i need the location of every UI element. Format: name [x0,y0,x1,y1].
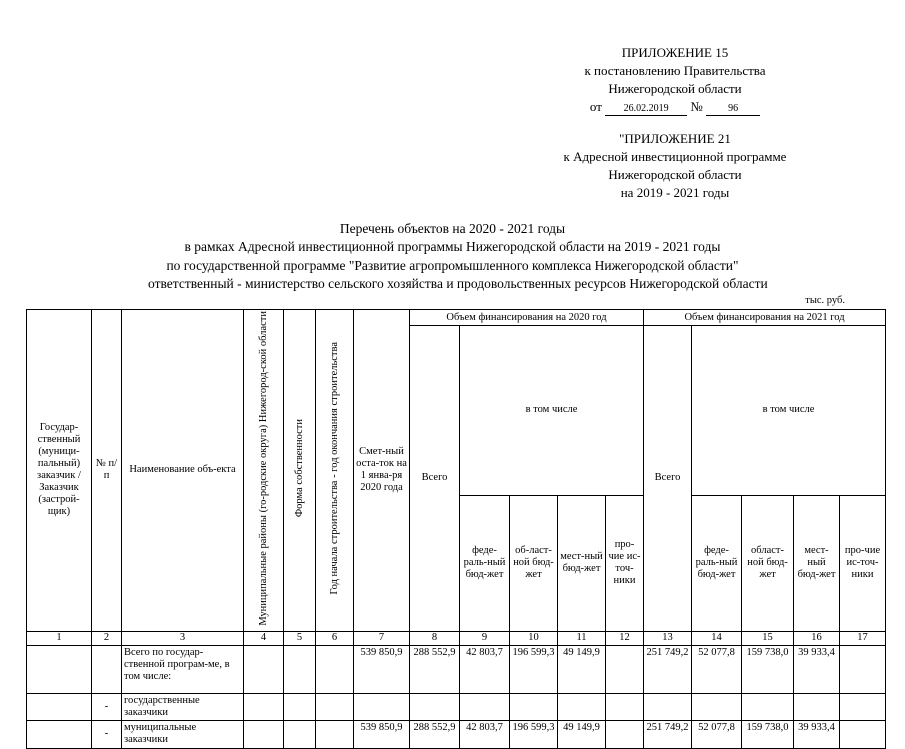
header-customer: Государ-ственный (муници-пальный) заказчик / Заказчик (застрой-щик) [27,310,92,632]
row-other-2021 [840,693,886,720]
table-row [27,693,886,720]
row-reg-2021 [742,693,794,720]
appendix-15-line2: Нижегородской области [608,81,742,96]
col-num: 5 [284,631,316,645]
heading-line3: по государственной программе "Развитие агропромышленного комплекса Нижегородской области" [166,258,739,273]
header-balance: Смет-ный оста-ток на 1 янва-ря 2020 года [354,310,410,632]
header-form [284,310,316,632]
table-row [27,720,886,748]
row-local-2021 [794,693,840,720]
header-district-text: Муниципальные районы (го-родские округа) Нижегород-ской области [257,311,269,626]
appendix-21-line1: к Адресной инвестиционной программе [563,149,787,164]
header-reg-2020: об-ласт-ной бюд-жет [510,495,558,631]
row-local-2021: 39 933,4 [794,645,840,693]
header-other-2020: про-чие ис-точ-ники [606,495,644,631]
header-fed-2021: феде-раль-ный бюд-жет [692,495,742,631]
row-other-2020 [606,720,644,748]
row-reg-2020 [510,693,558,720]
col-num: 17 [840,631,886,645]
row-local-2021: 39 933,4 [794,720,840,748]
row-form [284,645,316,693]
appendix-15-date-line [520,98,830,116]
col-num: 2 [92,631,122,645]
header-total-2021: Всего [644,326,692,632]
row-name: Всего по государ-ственной програм-ме, в том числе: [122,645,244,693]
row-fed-2021: 52 077,8 [692,720,742,748]
header-no: № п/п [92,310,122,632]
row-other-2021 [840,720,886,748]
appendix-21-block [520,130,830,202]
row-fed-2020: 42 803,7 [460,645,510,693]
row-balance [354,693,410,720]
header-2021: Объем финансирования на 2021 год [644,310,886,326]
date-prefix: от [589,99,602,114]
row-reg-2021: 159 738,0 [742,645,794,693]
col-num: 9 [460,631,510,645]
appendix-21-title: "ПРИЛОЖЕНИЕ 21 [619,131,731,146]
heading-line4: ответственный - министерство сельского хозяйства и продовольственных ресурсов Нижегородской области [148,276,768,291]
appendix-21-line2: Нижегородской области [608,167,742,182]
row-no: - [92,693,122,720]
row-total-2021: 251 749,2 [644,720,692,748]
appendix-15-block [520,44,830,116]
row-total-2020 [410,693,460,720]
header-fed-2020: феде-раль-ный бюд-жет [460,495,510,631]
row-district [244,720,284,748]
appendix-21-line3: на 2019 - 2021 годы [620,185,730,200]
column-numbers-row [27,631,886,645]
header-local-2020: мест-ный бюд-жет [558,495,606,631]
row-fed-2020 [460,693,510,720]
row-fed-2021 [692,693,742,720]
decree-number: 96 [706,103,760,116]
col-num: 10 [510,631,558,645]
row-district [244,693,284,720]
appendix-15-line1: к постановлению Правительства [584,63,766,78]
row-reg-2020: 196 599,3 [510,720,558,748]
row-name: государственные заказчики [122,693,244,720]
col-num: 3 [122,631,244,645]
row-form [284,693,316,720]
row-no: - [92,720,122,748]
decree-date: 26.02.2019 [605,103,687,116]
heading-line1: Перечень объектов на 2020 - 2021 годы [339,221,566,236]
row-total-2021 [644,693,692,720]
row-fed-2020: 42 803,7 [460,720,510,748]
row-years [316,720,354,748]
table-row [27,645,886,693]
row-district [244,645,284,693]
row-name: муниципальные заказчики [122,720,244,748]
number-sign: № [690,99,703,114]
row-customer [27,720,92,748]
header-local-2021: мест-ный бюд-жет [794,495,840,631]
col-num: 13 [644,631,692,645]
header-incl-2020: в том числе [460,326,644,496]
header-years-text: Год начала строительства - год окончания строительства [328,342,340,595]
unit-label: тыс. руб. [805,295,845,306]
row-years [316,645,354,693]
row-local-2020: 49 149,9 [558,720,606,748]
header-total-2020: Всего [410,326,460,632]
col-num: 11 [558,631,606,645]
col-num: 6 [316,631,354,645]
row-years [316,693,354,720]
row-other-2020 [606,693,644,720]
appendix-15-title: ПРИЛОЖЕНИЕ 15 [621,45,729,60]
row-reg-2021: 159 738,0 [742,720,794,748]
header-form-text: Форма собственности [293,419,305,518]
row-customer [27,645,92,693]
row-total-2020: 288 552,9 [410,720,460,748]
col-num: 7 [354,631,410,645]
row-form [284,720,316,748]
col-num: 8 [410,631,460,645]
col-num: 14 [692,631,742,645]
header-2020: Объем финансирования на 2020 год [410,310,644,326]
header-district [244,310,284,632]
col-num: 12 [606,631,644,645]
col-num: 1 [27,631,92,645]
col-num: 16 [794,631,840,645]
header-years [316,310,354,632]
header-name: Наименование объ-екта [122,310,244,632]
col-num: 4 [244,631,284,645]
row-no [92,645,122,693]
row-other-2021 [840,645,886,693]
row-customer [27,693,92,720]
row-fed-2021: 52 077,8 [692,645,742,693]
row-total-2020: 288 552,9 [410,645,460,693]
row-balance: 539 850,9 [354,645,410,693]
header-reg-2021: област-ной бюд-жет [742,495,794,631]
row-balance: 539 850,9 [354,720,410,748]
header-incl-2021: в том числе [692,326,886,496]
heading-line2: в рамках Адресной инвестиционной программы Нижегородской области на 2019 - 2021 годы [184,239,721,254]
row-total-2021: 251 749,2 [644,645,692,693]
col-num: 15 [742,631,794,645]
row-local-2020: 49 149,9 [558,645,606,693]
header-other-2021: про-чие ис-точ-ники [840,495,886,631]
row-reg-2020: 196 599,3 [510,645,558,693]
row-local-2020 [558,693,606,720]
objects-table [26,309,886,749]
row-other-2020 [606,645,644,693]
